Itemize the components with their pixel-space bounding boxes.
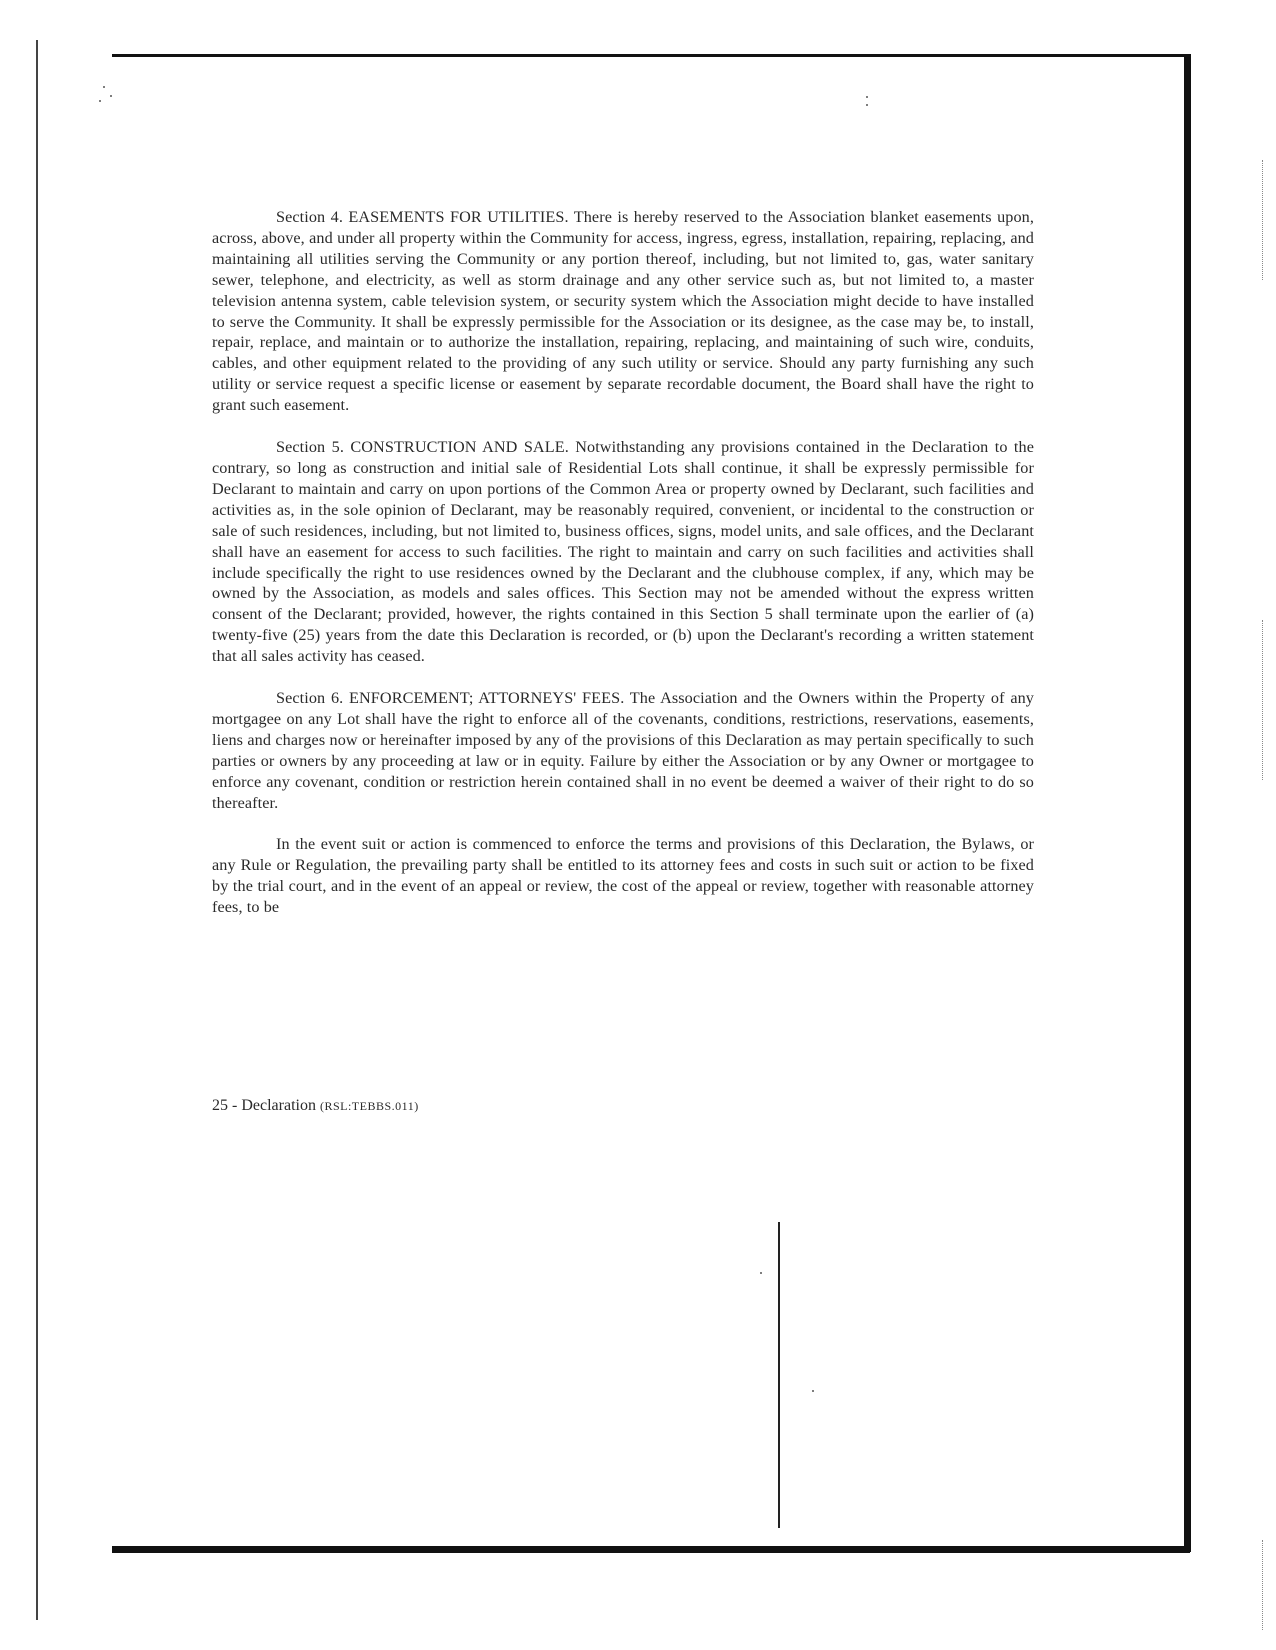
document-body (212, 207, 1034, 939)
scan-speck (812, 1390, 814, 1392)
scan-speck (110, 95, 112, 97)
right-border-line (1184, 54, 1191, 1552)
scan-speck (866, 104, 868, 106)
section-4-easements-paragraph: Section 4. EASEMENTS FOR UTILITIES. There is hereby reserved to the Association blanket easements upon, across, above, and under all property within the Community for access, ingress, egress, installation, repairing, replacing, and maintaining all utilities serving the Community or any portion thereof, including, but not limited to, gas, water sanitary sewer, telephone, and electricity, as well as storm drainage and any other service such as, but not limited to, a master television antenna system, cable television system, or security system which the Association might decide to have installed to serve the Community. It shall be expressly permissible for the Association or its designee, as the case may be, to install, repair, replace, and maintain or to authorize the installation, repairing, replacing, and maintaining of such wire, conduits, cables, and other equipment related to the providing of any such utility or service. Should any party furnishing any such utility or service request a specific license or easement by separate recordable document, the Board shall have the right to grant such easement. (212, 208, 1034, 415)
page-footer (212, 1097, 419, 1115)
scan-speck (866, 96, 868, 98)
scan-edge-dots (1262, 1540, 1264, 1630)
top-border-line (112, 54, 1190, 57)
scan-speck (99, 100, 101, 102)
scan-edge-dots (1262, 620, 1264, 780)
section-6-enforcement-paragraph: Section 6. ENFORCEMENT; ATTORNEYS' FEES. The Association and the Owners within the Property of any mortgagee on any Lot shall have the right to enforce all of the covenants, conditions, restrictions, reservations, easements, liens and charges now or hereinafter imposed by any of the provisions of this Declaration as may pertain specifically to such parties or owners by any proceeding at law or in equity. Failure by either the Association or by any Owner or mortgagee to enforce any covenant, condition or restriction herein contained shall in no event be deemed a waiver of their right to do so thereafter. (212, 689, 1034, 812)
file-code: (RSL:TEBBS.011) (319, 1099, 419, 1113)
scan-speck (103, 86, 105, 88)
bottom-border-line (112, 1546, 1190, 1553)
page-label: 25 - Declaration (212, 1097, 316, 1114)
inner-vertical-line (778, 1222, 780, 1528)
left-margin-line (36, 40, 38, 1620)
section-5-construction-paragraph: Section 5. CONSTRUCTION AND SALE. Notwithstanding any provisions contained in the Declaration to the contrary, so long as construction and initial sale of Residential Lots shall continue, it shall be expressly permissible for Declarant to maintain and carry on upon portions of the Common Area or property owned by Declarant, such facilities and activities as, in the sole opinion of Declarant, may be reasonably required, convenient, or incidental to the construction or sale of such residences, including, but not limited to, business offices, signs, model units, and sale offices, and the Declarant shall have an easement for access to such facilities. The right to maintain and carry on such facilities and activities shall include specifically the right to use residences owned by the Declarant and the clubhouse complex, if any, which may be owned by the Association, as models and sales offices. This Section may not be amended without the express written consent of the Declarant; provided, however, the rights contained in this Section 5 shall terminate upon the earlier of (a) twenty-five (25) years from the date this Declaration is recorded, or (b) upon the Declarant's recording a written statement that all sales activity has ceased. (212, 438, 1034, 666)
scan-edge-dots (1262, 160, 1264, 280)
attorney-fees-paragraph: In the event suit or action is commenced to enforce the terms and provisions of this Declaration, the Bylaws, or any Rule or Regulation, the prevailing party shall be entitled to its attorney fees and costs in such suit or action to be fixed by the trial court, and in the event of an appeal or review, the cost of the appeal or review, together with reasonable attorney fees, to be (212, 835, 1034, 917)
scan-speck (760, 1272, 762, 1274)
